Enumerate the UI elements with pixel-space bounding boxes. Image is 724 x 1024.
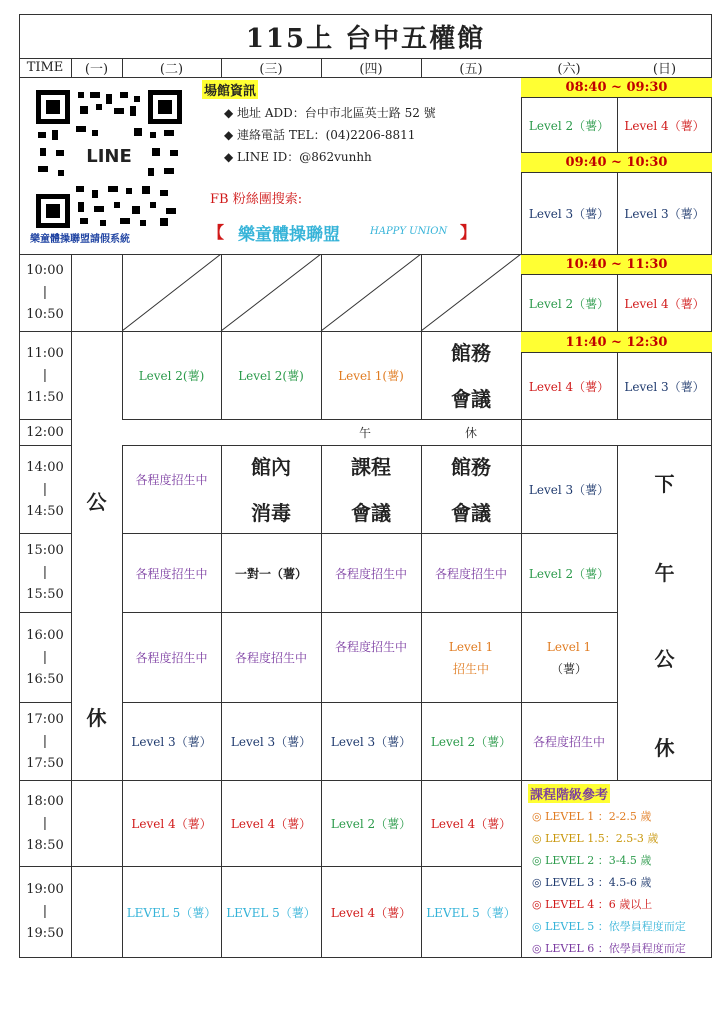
tue-1400: 各程度招生中 [135,472,208,487]
fri-1700: Level 2（薯） [430,735,512,749]
time-slot-1600: 16:00 | 16:50 [26,627,64,687]
fri-1800: Level 4（薯） [430,817,512,831]
header-fri: (五) [459,62,483,77]
sat-0940: Level 3（薯） [528,206,610,221]
weekend-time-1140: 11:40 ~ 12:30 [521,332,712,352]
legend-level-3: ◎ LEVEL 3 ：4.5-6 歲 [532,876,652,889]
sun-0940: Level 3（薯） [624,206,705,221]
time-slot-1800: 18:00 | 18:50 [26,793,64,853]
fb-page-name[interactable]: 樂童體操聯盟 [238,225,340,245]
venue-phone: ◆ 連絡電話 TEL：(04)2206-8811 [224,128,416,142]
tue-1500: 各程度招生中 [135,566,208,581]
header-sat: (六) [557,62,581,77]
legend-level-2: ◎ LEVEL 2 ：3-4.5 歲 [532,854,652,867]
thu-1600: 各程度招生中 [334,639,407,654]
sat-0840: Level 2（薯） [528,118,610,133]
header-sun: (日) [652,62,677,77]
monday-closed-2: 休 [86,705,107,730]
sat-1600: Level 1 （薯） [546,639,592,676]
tue-1900: LEVEL 5（薯） [126,905,217,920]
time-slot-1200: 12:00 [26,424,64,440]
legend-level-1: ◎ LEVEL 1 ：2-2.5 歲 [532,810,652,823]
sun-1140: Level 3（薯） [624,379,705,394]
wed-1700: Level 3（薯） [230,735,312,749]
header-mon: (一) [84,62,109,77]
time-slot-1500: 15:00 | 15:50 [26,543,64,602]
lunch-1: 午 [358,426,371,440]
venue-address: ◆ 地址 ADD：台中市北區英士路 52 號 [224,106,436,120]
fri-1500: 各程度招生中 [434,566,507,581]
header-thu: (四) [359,62,383,77]
fri-1600: Level 1 招生中 [448,639,494,676]
sun-1040: Level 4（薯） [624,296,705,311]
wed-1800: Level 4（薯） [230,817,312,831]
thu-1800: Level 2（薯） [330,817,412,831]
tue-1100: Level 2(薯) [138,369,205,383]
thu-1400-meeting: 課程 會議 [351,454,391,525]
legend-title: 課程階級參考 [528,784,610,803]
wed-1600: 各程度招生中 [234,651,307,665]
fri-1100-meeting: 館務 會議 [451,340,491,411]
time-slot-1400: 14:00 | 14:50 [26,459,64,519]
fb-bracket-open: 【 [208,223,225,242]
tue-1800: Level 4（薯） [131,817,212,831]
legend-level-5: ◎ LEVEL 5 ：依學員程度而定 [532,920,686,933]
sat-1140: Level 4（薯） [528,379,610,394]
venue-line-id: ◆ LINE ID：@862vunhh [224,150,372,164]
legend-level-4: ◎ LEVEL 4 ：6 歲以上 [532,898,653,911]
sunday-closed-3: 公 [654,646,675,671]
fri-1900: LEVEL 5（薯） [426,905,516,920]
header-time: TIME [26,60,64,75]
qr-code[interactable] [36,90,182,228]
legend-level-6: ◎ LEVEL 6 ：依學員程度而定 [532,942,686,955]
sunday-closed-4: 休 [654,735,675,760]
lunch-2: 休 [464,426,477,440]
qr-logo-text: LINE [86,145,132,167]
sun-0840: Level 4（薯） [624,118,705,133]
thu-1900: Level 4（薯） [330,905,412,920]
time-slot-1100: 11:00 | 11:50 [26,345,64,405]
monday-closed-1: 公 [86,489,107,514]
venue-heading: 場館資訊 [202,80,258,99]
tue-1700: Level 3（薯） [131,735,212,749]
qr-caption: 樂童體操聯盟請假系統 [30,234,130,245]
thu-1500: 各程度招生中 [334,566,407,581]
time-slot-1700: 17:00 | 17:50 [26,711,64,771]
fb-page-name-en: HAPPY UNION [370,226,448,237]
header-wed: (三) [259,62,283,77]
sat-1700: 各程度招生中 [532,735,605,749]
fb-bracket-close: 】 [460,223,477,242]
time-slot-1900: 19:00 | 19:50 [26,882,64,941]
empty-slot-strikeouts [122,254,521,331]
weekend-time-1040: 10:40 ~ 11:30 [521,255,712,274]
weekend-time-0940: 09:40 ~ 10:30 [521,153,712,172]
fri-1400-meeting: 館務 會議 [451,454,491,525]
legend-level-1-5: ◎ LEVEL 1.5：2.5-3 歲 [532,832,659,845]
tue-1600: 各程度招生中 [135,651,208,665]
sat-1040: Level 2（薯） [528,296,610,311]
wed-1900: LEVEL 5（薯） [226,905,316,920]
thu-1700: Level 3（薯） [330,735,412,749]
fb-label: FB 粉絲團搜索: [210,192,303,207]
wed-1100: Level 2(薯) [238,369,304,383]
sunday-closed-1: 下 [654,471,675,496]
header-tue: (二) [159,62,184,77]
weekend-time-0840: 08:40 ~ 09:30 [521,78,712,97]
thu-1100: Level 1(薯) [338,369,404,383]
sunday-closed-2: 午 [654,560,675,585]
page-title: 115上 台中五權館 [245,23,486,54]
wed-1500: 一對一（薯） [234,566,307,581]
wed-1400-disinfect: 館內 消毒 [251,454,291,525]
sat-1400: Level 3（薯） [528,483,610,497]
time-slot-1000: 10:00 | 10:50 [26,263,64,322]
sat-1500: Level 2（薯） [528,566,610,581]
